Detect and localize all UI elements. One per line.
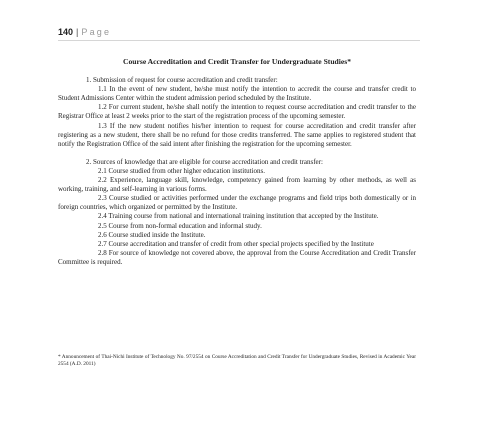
document-title: Course Accreditation and Credit Transfer for Undergraduate Studies*	[122, 57, 352, 66]
section-2-heading: 2. Sources of knowledge that are eligible for course accreditation and credit transfer:	[86, 157, 323, 166]
page-number: 140	[58, 27, 74, 37]
section-2-item-8: 2.8 For source of knowledge not covered above, the approval from the Course Accreditation and Credit Transfer Committee is required.	[58, 248, 416, 266]
header-separator: |	[76, 27, 79, 37]
footnote: * Announcement of Thai-Nichi Institute of Technology No. 97/2554 on Course Accreditation and Credit Transfer for Undergraduate Studies, Revised in Academic Year 2554 (A.D. 2011)	[58, 354, 416, 367]
document-body	[58, 57, 416, 267]
section-1-item-1: 1.1 In the event of new student, he/she must notify the intention to accredit the course and transfer credit to Student Admissions Center within the student admission period scheduled by the Institute.	[58, 85, 416, 103]
page-label: Page	[81, 27, 112, 37]
section-2-item-1: 2.1 Course studied from other higher education institutions.	[98, 166, 266, 175]
section-gap	[58, 149, 416, 158]
section-1-item-2: 1.2 For current student, he/she shall notify the intention to request course accreditation and credit transfer to the Registrar Office at least 2 weeks prior to the start of the registration process of the upcoming semester.	[58, 103, 416, 121]
section-2-item-3: 2.3 Course studied or activities performed under the exchange programs and field trips both domestically or in foreign countries, which organized or permitted by the Institute.	[58, 194, 416, 212]
header-rule	[58, 40, 420, 41]
section-2-item-6: 2.6 Course studied inside the Institute.	[98, 230, 206, 239]
section-2-item-5: 2.5 Course from non-formal education and informal study.	[98, 221, 262, 230]
page-header	[58, 27, 111, 37]
section-1-heading: 1. Submission of request for course accreditation and credit transfer:	[86, 76, 278, 85]
section-2-item-7: 2.7 Course accreditation and transfer of credit from other special projects specified by the Institute	[98, 239, 374, 248]
section-1-item-3: 1.3 If the new student notifies his/her intention to request for course accreditation and credit transfer after registering as a new student, there shall be no refund for those credits transferred. The same applies to registered student that notify the Registration Office of the said intent after finishing the registration for the upcoming semester.	[58, 121, 416, 148]
section-2-item-2: 2.2 Experience, language skill, knowledge, competency gained from learning by other methods, as well as working, training, and self-learning in various forms.	[58, 176, 416, 194]
section-2-item-4: 2.4 Training course from national and international training institution that accepted by the Institute.	[98, 212, 379, 221]
